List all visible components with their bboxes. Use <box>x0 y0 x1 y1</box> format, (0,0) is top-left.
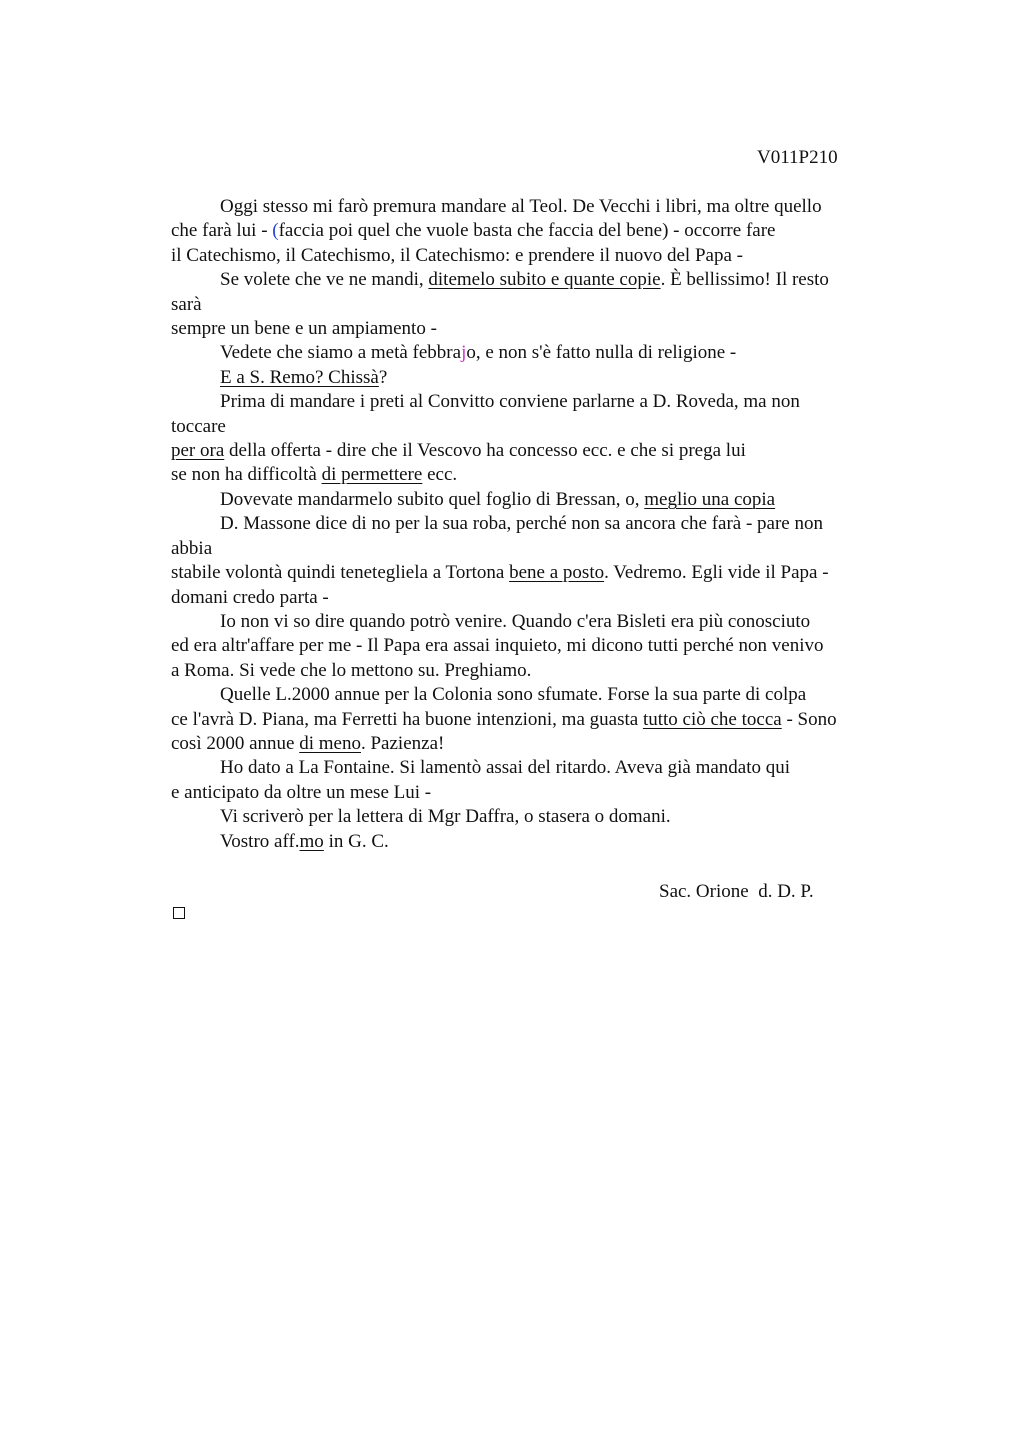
underlined-text: di permettere <box>321 464 423 486</box>
text-segment: Prima di mandare i preti al Convitto conviene parlarne a D. Roveda, ma non <box>220 391 800 413</box>
text-segment: Dovevate mandarmelo subito quel foglio di Bressan, o, <box>220 488 645 510</box>
text-segment: ecc. <box>422 464 458 486</box>
text-line <box>171 659 911 683</box>
text-segment: toccare <box>171 415 226 437</box>
text-segment: . È bellissimo! Il resto <box>660 269 829 291</box>
text-segment: che farà lui - <box>171 220 273 242</box>
text-line <box>171 830 911 854</box>
text-line <box>171 781 911 805</box>
text-segment: stabile volontà quindi tenetegliela a Tortona <box>171 562 510 584</box>
text-line <box>171 488 911 512</box>
underlined-text: mo <box>299 830 324 852</box>
underlined-text: di meno <box>299 732 361 754</box>
text-segment: ? <box>378 366 388 388</box>
text-segment: abbia <box>171 537 213 559</box>
text-segment: il Catechismo, il Catechismo, il Catechismo: e prendere il nuovo del Papa - <box>171 244 743 266</box>
text-segment: ce l'avrà D. Piana, ma Ferretti ha buone intenzioni, ma guasta <box>171 708 643 730</box>
text-line <box>171 708 911 732</box>
underlined-text: bene a posto <box>509 562 605 584</box>
text-segment: in G. C. <box>323 830 389 852</box>
page-id: V011P210 <box>757 147 838 168</box>
signature: Sac. Orione d. D. P. <box>659 881 814 902</box>
text-segment: così 2000 annue <box>171 732 300 754</box>
text-line <box>171 586 911 610</box>
text-line <box>171 268 911 292</box>
text-segment: Vi scriverò per la lettera di Mgr Daffra, o stasera o domani. <box>220 806 671 828</box>
text-line <box>171 610 911 634</box>
text-segment: se non ha difficoltà <box>171 464 322 486</box>
letter-body <box>171 195 911 854</box>
text-line <box>171 195 911 219</box>
text-segment: - Sono <box>781 708 837 730</box>
underlined-text: tutto ciò che tocca <box>642 708 782 730</box>
text-segment: ed era altr'affare per me - Il Papa era assai inquieto, mi dicono tutti perché non venivo <box>171 635 824 657</box>
text-segment: . Pazienza! <box>360 732 445 754</box>
text-line <box>171 439 911 463</box>
text-line <box>171 244 911 268</box>
text-line <box>171 634 911 658</box>
underlined-text: E a S. Remo? Chissà <box>220 366 379 388</box>
text-line <box>171 463 911 487</box>
text-line <box>171 366 911 390</box>
text-segment: Se volete che ve ne mandi, <box>220 269 429 291</box>
text-segment: sarà <box>171 293 202 315</box>
text-segment: Ho dato a La Fontaine. Si lamentò assai del ritardo. Aveva già mandato qui <box>220 757 791 779</box>
text-segment: Vostro aff. <box>220 830 300 852</box>
colored-text: j <box>461 342 467 364</box>
text-segment: Quelle L.2000 annue per la Colonia sono sfumate. Forse la sua parte di colpa <box>220 684 807 706</box>
text-segment: faccia poi quel che vuole basta che faccia del bene) - occorre fare <box>278 220 776 242</box>
text-segment: a Roma. Si vede che lo mettono su. Preghiamo. <box>171 659 532 681</box>
text-line <box>171 341 911 365</box>
text-segment: della offerta - dire che il Vescovo ha concesso ecc. e che si prega lui <box>224 440 746 462</box>
text-segment: domani credo parta - <box>171 586 329 608</box>
text-line <box>171 390 911 414</box>
text-line <box>171 293 911 317</box>
text-line <box>171 756 911 780</box>
colored-text: ( <box>272 220 279 242</box>
end-box-glyph <box>173 907 185 919</box>
underlined-text: per ora <box>171 440 225 462</box>
text-line <box>171 512 911 536</box>
text-segment: Oggi stesso mi farò premura mandare al Teol. De Vecchi i libri, ma oltre quello <box>220 196 822 217</box>
text-line <box>171 805 911 829</box>
text-line <box>171 732 911 756</box>
text-segment: Io non vi so dire quando potrò venire. Quando c'era Bisleti era più conosciuto <box>220 610 811 632</box>
text-segment: sempre un bene e un ampiamento - <box>171 318 437 340</box>
text-segment: o, e non s'è fatto nulla di religione - <box>466 342 737 364</box>
text-line <box>171 317 911 341</box>
text-line <box>171 219 911 243</box>
text-segment: . Vedremo. Egli vide il Papa - <box>604 562 829 584</box>
text-segment: Vedete che siamo a metà febbra <box>220 342 462 364</box>
text-line <box>171 537 911 561</box>
text-line <box>171 415 911 439</box>
text-line <box>171 683 911 707</box>
text-segment: e anticipato da oltre un mese Lui - <box>171 781 432 803</box>
text-segment: D. Massone dice di no per la sua roba, perché non sa ancora che farà - pare non <box>220 513 823 535</box>
underlined-text: meglio una copia <box>644 488 776 510</box>
text-line <box>171 561 911 585</box>
underlined-text: ditemelo subito e quante copie <box>428 269 661 291</box>
